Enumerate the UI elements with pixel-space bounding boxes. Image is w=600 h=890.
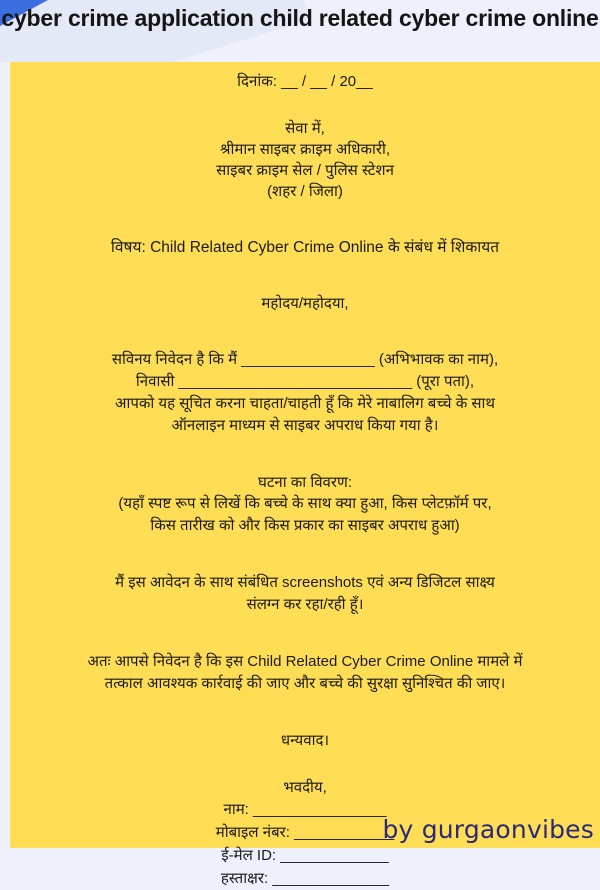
body-line: ऑनलाइन माध्यम से साइबर अपराध किया गया है। [171, 417, 439, 434]
page-title: cyber crime application child related cyber crime online [1, 5, 599, 31]
recipient-block [10, 118, 600, 202]
spacer [10, 228, 600, 237]
salutation: महोदय/महोदया, [261, 295, 349, 312]
body-line: निवासी ____________________________ (पूरा पता), [135, 373, 475, 390]
watermark: by gurgaonvibes [382, 815, 594, 844]
field-email-id[interactable]: ई-मेल ID: _____________ [221, 847, 389, 864]
letter-sheet [10, 62, 600, 887]
spacer [10, 463, 600, 472]
closing-line: भवदीय, [283, 779, 327, 796]
field-signature[interactable]: हस्ताक्षर: ______________ [220, 870, 390, 887]
body-line: सविनय निवेदन है कि मैं ________________ (अभिभावक का नाम), [111, 351, 499, 368]
spacer [10, 563, 600, 572]
request-line: तत्काल आवश्यक कार्रवाई की जाए और बच्चे की सुरक्षा सुनिश्चित की जाए। [104, 675, 506, 692]
spacer [10, 202, 600, 228]
evidence-paragraph [10, 572, 600, 616]
recipient-line: (शहर / जिला) [267, 183, 343, 200]
incident-line: किस तारीख को और किस प्रकार का साइबर अपराध हुआ) [150, 517, 460, 534]
date-line: दिनांक: __ / __ / 20__ [237, 73, 373, 90]
recipient-line: साइबर क्राइम सेल / पुलिस स्टेशन [216, 162, 394, 179]
recipient-line: श्रीमान साइबर क्राइम अधिकारी, [219, 141, 391, 158]
subject-line: विषय: Child Related Cyber Crime Online के संबंध में शिकायत [110, 239, 500, 256]
spacer [10, 695, 600, 721]
spacer [10, 437, 600, 463]
incident-heading: घटना का विवरण: [257, 474, 353, 491]
request-paragraph [10, 651, 600, 695]
thanks-line: धन्यवाद। [280, 732, 330, 749]
spacer [10, 721, 600, 730]
field-name[interactable]: नाम: ________________ [223, 801, 387, 818]
spacer [10, 284, 600, 293]
spacer [10, 92, 600, 118]
spacer [10, 314, 600, 340]
request-line: अतः आपसे निवेदन है कि इस Child Related Cyber Crime Online मामले में [87, 653, 523, 670]
incident-line: (यहाँ स्पष्ट रूप से लिखें कि बच्चे के साथ क्या हुआ, किस प्लेटफ़ॉर्म पर, [118, 495, 492, 512]
recipient-line: सेवा में, [285, 120, 325, 137]
spacer [10, 616, 600, 642]
signature-fields [10, 798, 600, 890]
evidence-line: मैं इस आवेदन के साथ संबंधित screenshots एवं अन्य डिजिटल साक्ष्य [115, 574, 495, 591]
incident-section [10, 472, 600, 537]
spacer [10, 537, 600, 563]
body-line: आपको यह सूचित करना चाहता/चाहती हूँ कि मेरे नाबालिग बच्चे के साथ [114, 395, 496, 412]
spacer [10, 340, 600, 349]
spacer [10, 642, 600, 651]
evidence-line: संलग्न कर रहा/रही हूँ। [246, 596, 364, 613]
field-mobile-number[interactable]: मोबाइल नंबर: ____________ [215, 824, 395, 841]
body-paragraph [10, 349, 600, 437]
spacer [10, 258, 600, 284]
header-band [0, 0, 600, 62]
spacer [10, 751, 600, 777]
